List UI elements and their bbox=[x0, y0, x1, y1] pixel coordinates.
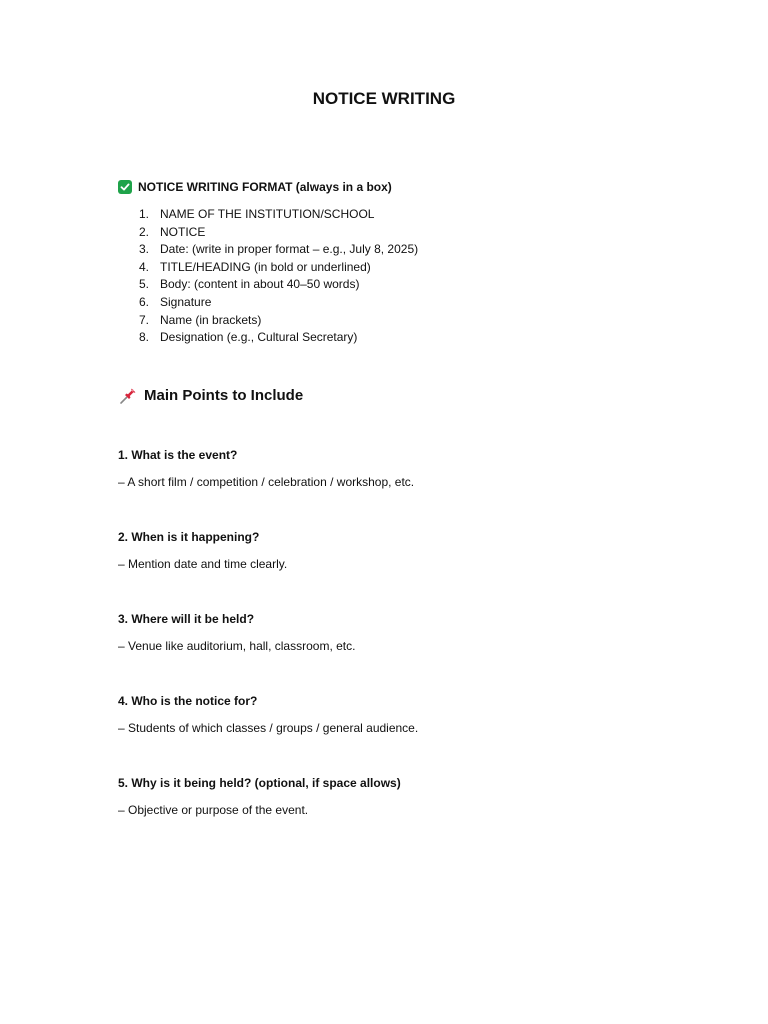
point-answer: – Students of which classes / groups / general audience. bbox=[118, 721, 419, 735]
point-item bbox=[118, 611, 355, 654]
main-points-heading bbox=[118, 386, 303, 406]
list-item: 6. Signature bbox=[139, 294, 212, 309]
list-item: 8. Designation (e.g., Cultural Secretary) bbox=[139, 330, 358, 345]
format-heading-text: NOTICE WRITING FORMAT (always in a box) bbox=[138, 180, 392, 194]
list-item: 4. TITLE/HEADING (in bold or underlined) bbox=[139, 259, 371, 274]
point-item bbox=[118, 447, 414, 490]
list-item: 5. Body: (content in about 40–50 words) bbox=[139, 277, 360, 292]
point-answer: – Objective or purpose of the event. bbox=[118, 803, 309, 817]
pushpin-icon bbox=[118, 386, 138, 406]
point-item bbox=[118, 529, 287, 572]
list-item: 2. NOTICE bbox=[139, 224, 206, 239]
point-question: 4. Who is the notice for? bbox=[118, 694, 258, 708]
point-answer: – Mention date and time clearly. bbox=[118, 557, 288, 571]
check-mark-icon bbox=[118, 180, 132, 194]
point-question: 5. Why is it being held? (optional, if space allows) bbox=[118, 776, 401, 790]
point-item bbox=[118, 693, 418, 736]
list-item: 3. Date: (write in proper format – e.g., July 8, 2025) bbox=[139, 242, 419, 257]
point-question: 2. When is it happening? bbox=[118, 530, 260, 544]
main-points-heading-text: Main Points to Include bbox=[144, 387, 304, 404]
page-title: NOTICE WRITING bbox=[312, 89, 456, 108]
point-question: 1. What is the event? bbox=[118, 448, 238, 462]
list-item: 7. Name (in brackets) bbox=[139, 312, 262, 327]
point-item bbox=[118, 775, 401, 818]
format-list bbox=[134, 206, 418, 347]
point-question: 3. Where will it be held? bbox=[118, 612, 255, 626]
point-answer: – A short film / competition / celebration / workshop, etc. bbox=[118, 475, 415, 489]
format-heading bbox=[118, 179, 392, 195]
point-answer: – Venue like auditorium, hall, classroom, etc. bbox=[118, 639, 356, 653]
list-item: 1. NAME OF THE INSTITUTION/SCHOOL bbox=[139, 207, 375, 221]
